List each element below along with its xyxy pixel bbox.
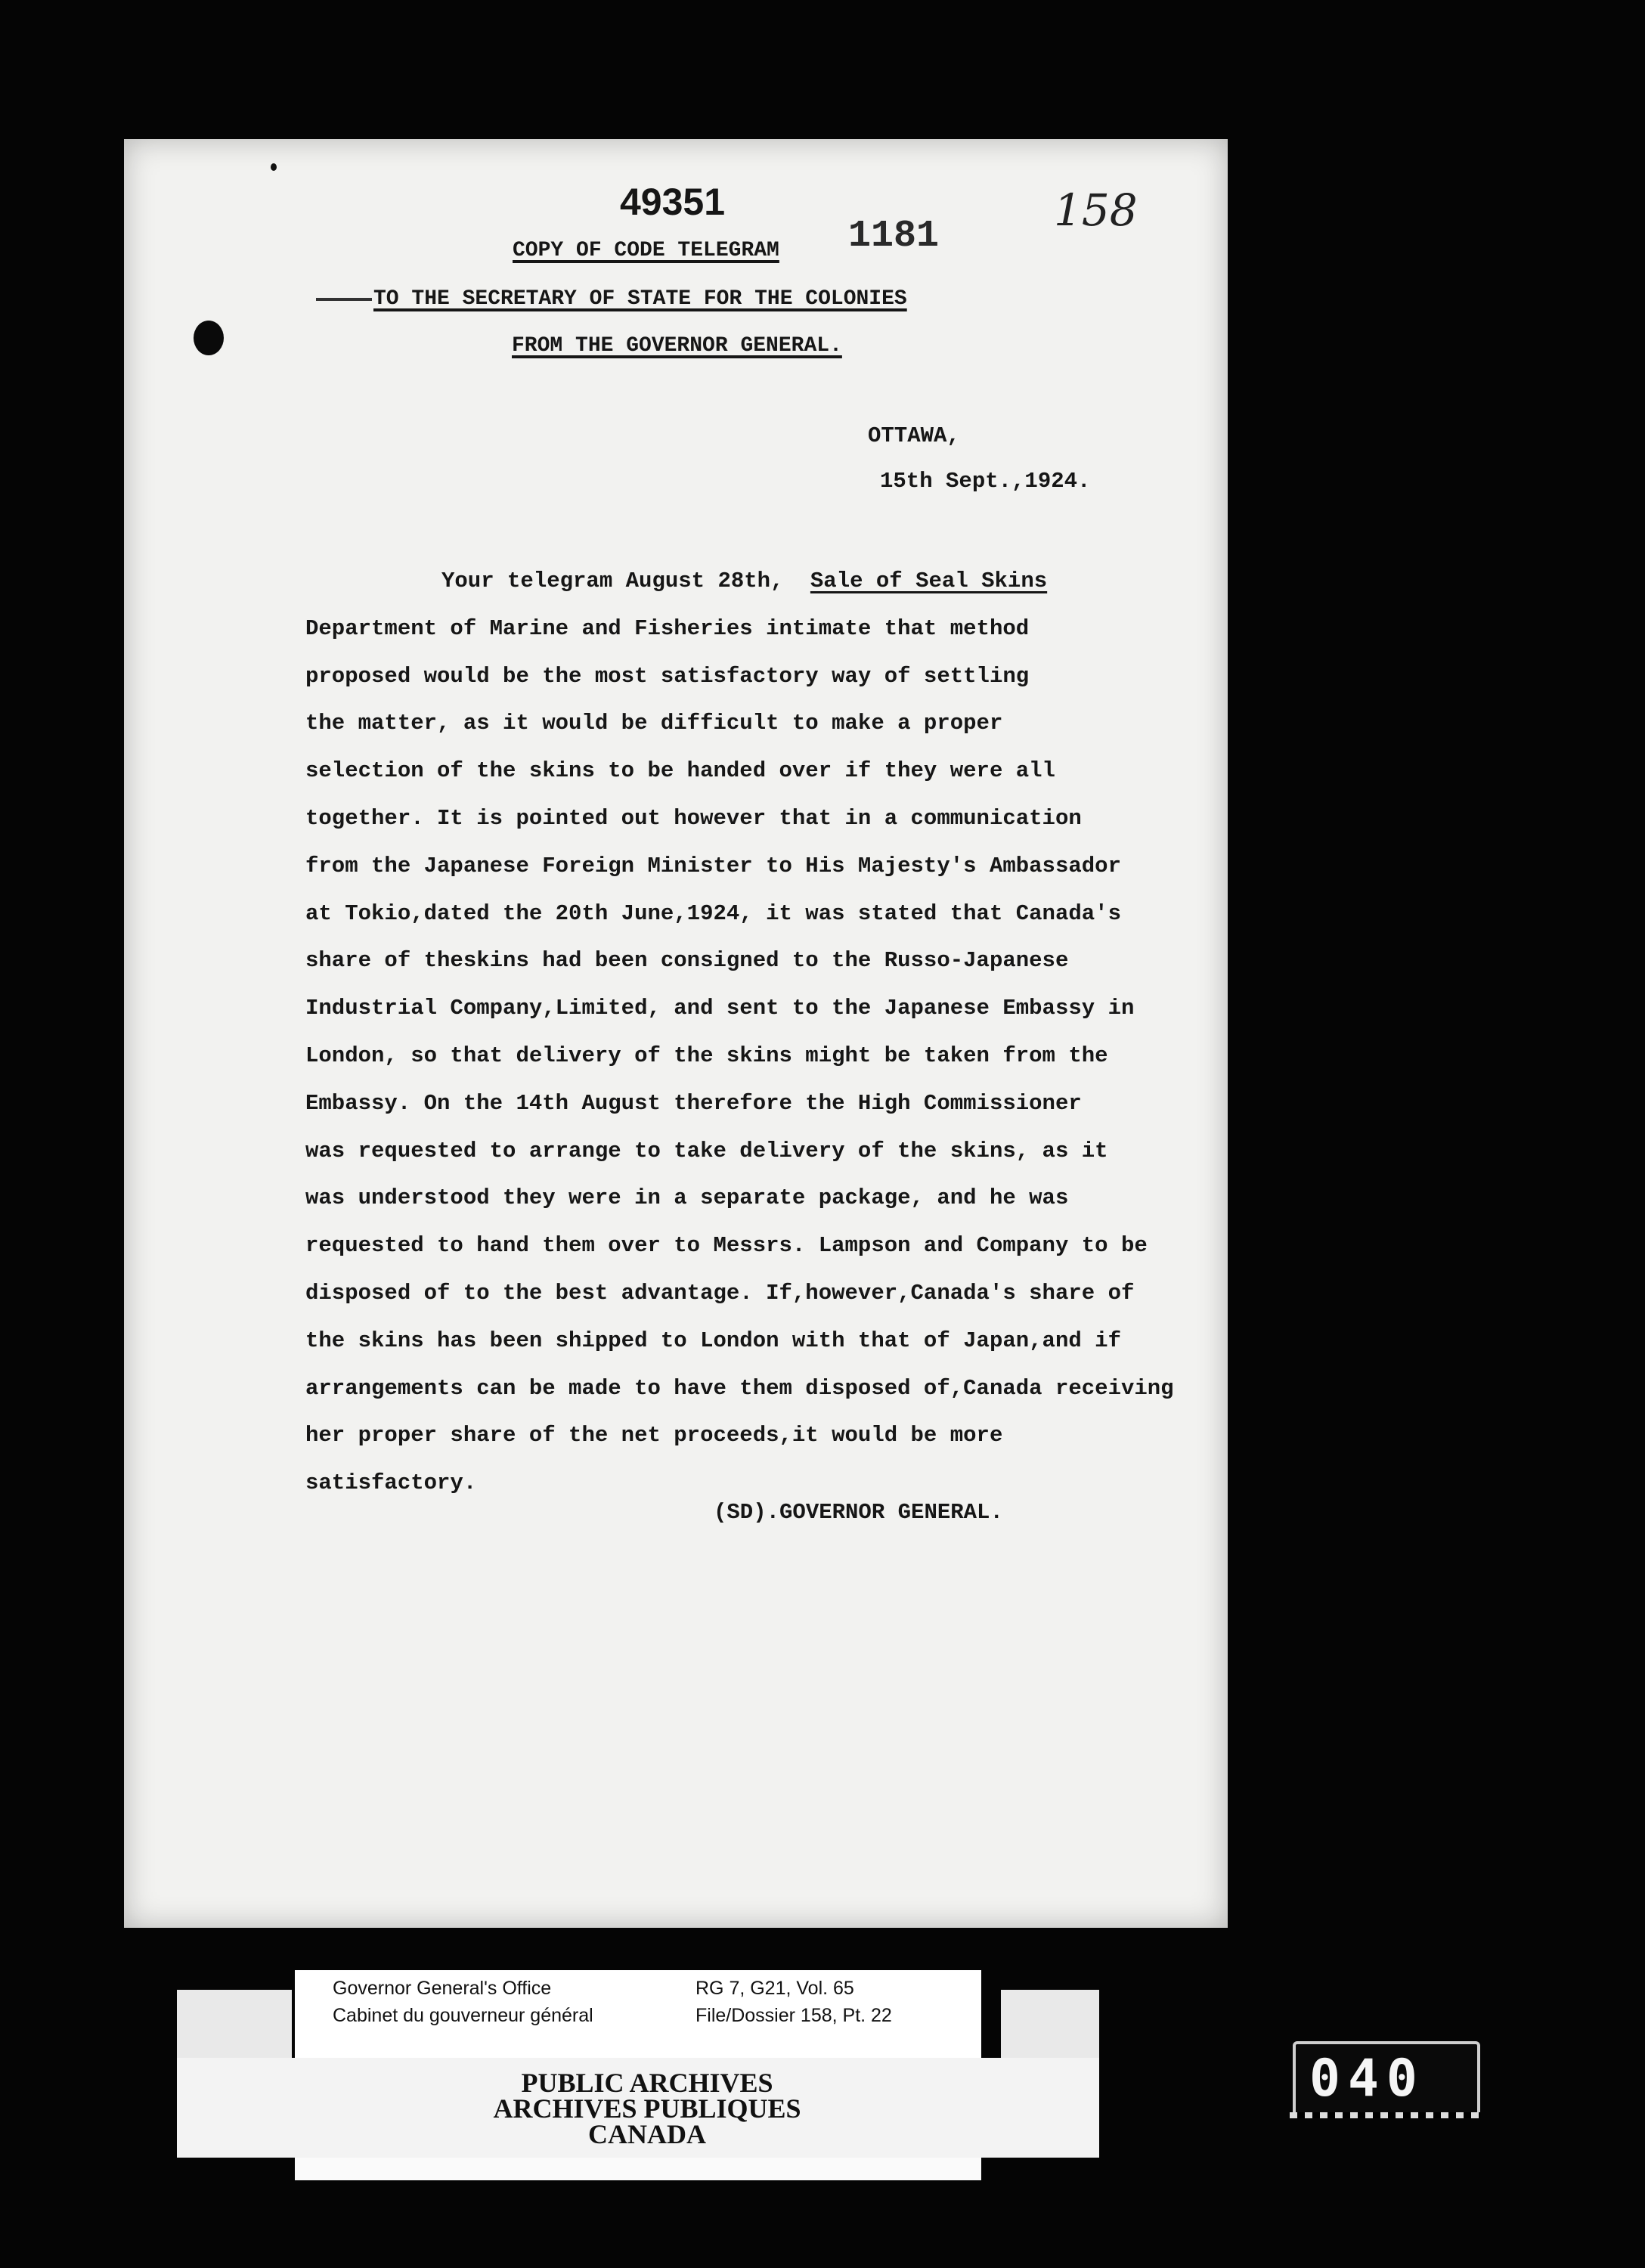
subject-line: Sale of Seal Skins: [810, 569, 1048, 593]
record-group-reference: RG 7, G21, Vol. 65: [695, 1978, 854, 1999]
frame-number: 040: [1309, 2049, 1425, 2108]
body-line: together. It is pointed out however that in a communication: [305, 805, 1082, 831]
body-line: the matter, as it would be difficult to make a proper: [305, 711, 1003, 736]
body-line: share of theskins had been consigned to the Russo-Japanese: [305, 948, 1069, 974]
archive-country: CANADA: [588, 2119, 706, 2149]
body-line: Embassy. On the 14th August therefore the High Commissioner: [305, 1090, 1082, 1116]
body-line: from the Japanese Foreign Minister to His Majesty's Ambassador: [305, 853, 1121, 878]
telegram-body: [305, 558, 1228, 1507]
ink-smudge: [194, 321, 224, 355]
body-line: requested to hand them over to Messrs. Lampson and Company to be: [305, 1233, 1148, 1259]
body-line: arrangements can be made to have them disposed of,Canada receiving: [305, 1375, 1174, 1401]
office-english: Governor General's Office: [333, 1978, 552, 1999]
signature-line: (SD).GOVERNOR GENERAL.: [714, 1500, 1003, 1525]
body-line: selection of the skins to be handed over if they were all: [305, 758, 1055, 784]
body-line: [305, 558, 1228, 606]
body-line: was requested to arrange to take delivery of the skins, as it: [305, 1138, 1108, 1163]
body-line: disposed of to the best advantage. If,however,Canada's share of: [305, 1280, 1135, 1306]
document-number: 49351: [620, 181, 726, 223]
telegram-page: [124, 139, 1228, 1928]
header-sender: FROM THE GOVERNOR GENERAL.: [512, 334, 842, 358]
header-recipient: TO THE SECRETARY OF STATE FOR THE COLONIES: [373, 287, 907, 311]
frame-number-counter: [1293, 2041, 1480, 2118]
body-line: Industrial Company,Limited, and sent to the Japanese Embassy in: [305, 996, 1135, 1021]
archive-name-fr: ARCHIVES PUBLIQUES: [493, 2093, 801, 2124]
label-stand-bottom-strip: [295, 2158, 981, 2180]
stamp-number: 1181: [848, 215, 940, 258]
archive-name-en: PUBLIC ARCHIVES: [521, 2068, 773, 2098]
body-opening: Your telegram August 28th,: [441, 569, 784, 593]
body-line: was understood they were in a separate package, and he was: [305, 1185, 1069, 1211]
date-line: 15th Sept.,1924.: [880, 469, 1091, 494]
body-line: London, so that delivery of the skins might be taken from the: [305, 1043, 1108, 1068]
body-line: satisfactory.: [305, 1470, 477, 1496]
header-copy-of-code-telegram: COPY OF CODE TELEGRAM: [513, 239, 779, 262]
place-line: OTTAWA,: [868, 423, 960, 448]
body-line: proposed would be the most satisfactory way of settling: [305, 663, 1030, 689]
film-perforations: [1290, 2112, 1480, 2118]
body-line: her proper share of the net proceeds,it would be more: [305, 1423, 1003, 1448]
office-french: Cabinet du gouverneur général: [333, 2005, 593, 2026]
body-line: Department of Marine and Fisheries intimate that method: [305, 615, 1030, 641]
body-line: at Tokio,dated the 20th June,1924, it was stated that Canada's: [305, 900, 1121, 926]
header-dash: [316, 298, 372, 301]
body-line: the skins has been shipped to London with that of Japan,and if: [305, 1328, 1121, 1353]
handwritten-note: 158: [1054, 184, 1138, 236]
ink-speck: [271, 163, 277, 171]
file-dossier-reference: File/Dossier 158, Pt. 22: [695, 2005, 892, 2026]
